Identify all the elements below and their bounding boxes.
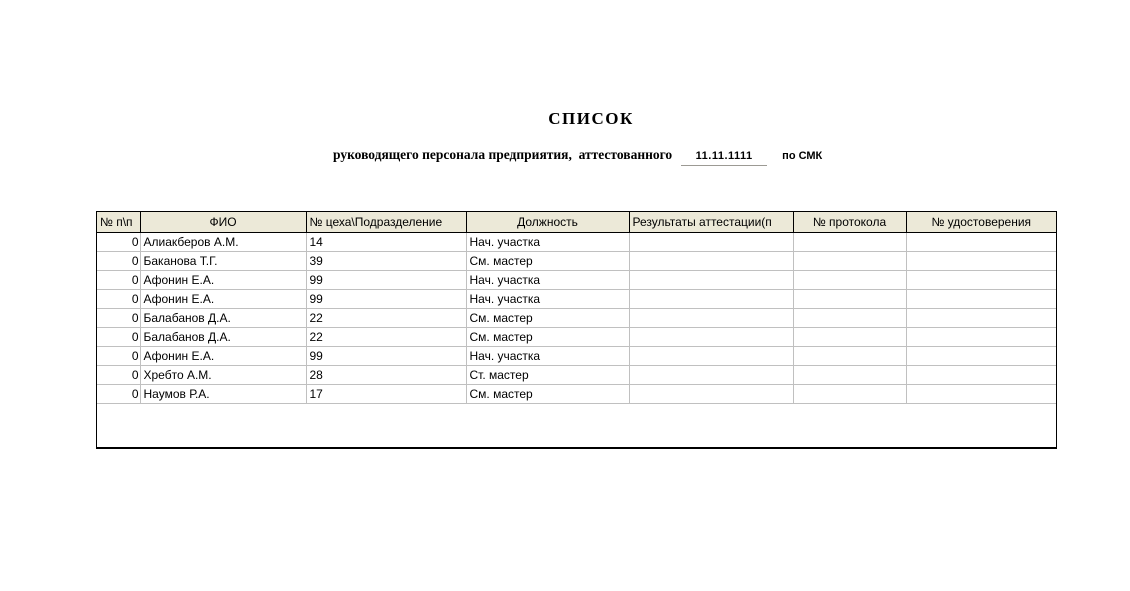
cell-dept: 17 bbox=[306, 385, 466, 404]
cell-result bbox=[629, 347, 793, 366]
cell-fio: Наумов Р.А. bbox=[140, 385, 306, 404]
cell-dept: 22 bbox=[306, 328, 466, 347]
cell-num: 0 bbox=[97, 366, 140, 385]
page-title: СПИСОК bbox=[548, 109, 634, 128]
cell-protocol bbox=[793, 290, 906, 309]
table-row bbox=[97, 366, 1056, 385]
column-header-position: Должность bbox=[466, 212, 629, 233]
cell-fio: Хребто А.М. bbox=[140, 366, 306, 385]
cell-result bbox=[629, 233, 793, 252]
column-header-protocol: № протокола bbox=[793, 212, 906, 233]
table-header bbox=[97, 212, 1056, 233]
cell-result bbox=[629, 366, 793, 385]
personnel-table-frame bbox=[96, 211, 1057, 449]
cell-dept: 99 bbox=[306, 290, 466, 309]
column-header-result: Результаты аттестации(п bbox=[629, 212, 793, 233]
table-row bbox=[97, 347, 1056, 366]
cell-certificate bbox=[906, 233, 1056, 252]
cell-dept: 14 bbox=[306, 233, 466, 252]
cell-dept: 99 bbox=[306, 271, 466, 290]
cell-certificate bbox=[906, 271, 1056, 290]
subtitle-suffix: по СМК bbox=[782, 150, 823, 162]
cell-fio: Афонин Е.А. bbox=[140, 290, 306, 309]
cell-dept: 99 bbox=[306, 347, 466, 366]
cell-protocol bbox=[793, 252, 906, 271]
table-row bbox=[97, 252, 1056, 271]
cell-num: 0 bbox=[97, 309, 140, 328]
cell-num: 0 bbox=[97, 252, 140, 271]
cell-result bbox=[629, 385, 793, 404]
subtitle-text: руководящего персонала предприятия, аттестованного bbox=[333, 147, 673, 162]
table-row bbox=[97, 271, 1056, 290]
cell-protocol bbox=[793, 347, 906, 366]
cell-fio: Балабанов Д.А. bbox=[140, 328, 306, 347]
cell-position: Нач. участка bbox=[466, 347, 629, 366]
cell-position: Нач. участка bbox=[466, 271, 629, 290]
cell-num: 0 bbox=[97, 271, 140, 290]
cell-fio: Баканова Т.Г. bbox=[140, 252, 306, 271]
column-header-fio: ФИО bbox=[140, 212, 306, 233]
cell-position: См. мастер bbox=[466, 309, 629, 328]
cell-certificate bbox=[906, 328, 1056, 347]
cell-result bbox=[629, 252, 793, 271]
cell-fio: Афонин Е.А. bbox=[140, 271, 306, 290]
cell-position: Нач. участка bbox=[466, 233, 629, 252]
cell-position: См. мастер bbox=[466, 328, 629, 347]
cell-result bbox=[629, 271, 793, 290]
cell-certificate bbox=[906, 347, 1056, 366]
table-body bbox=[97, 233, 1056, 404]
cell-certificate bbox=[906, 252, 1056, 271]
cell-result bbox=[629, 290, 793, 309]
column-header-certificate: № удостоверения bbox=[906, 212, 1056, 233]
cell-fio: Балабанов Д.А. bbox=[140, 309, 306, 328]
cell-protocol bbox=[793, 328, 906, 347]
cell-certificate bbox=[906, 290, 1056, 309]
cell-protocol bbox=[793, 366, 906, 385]
subtitle bbox=[333, 147, 822, 166]
cell-protocol bbox=[793, 385, 906, 404]
table-row bbox=[97, 328, 1056, 347]
cell-dept: 28 bbox=[306, 366, 466, 385]
certification-date-field: 11.11.1111 bbox=[681, 150, 767, 166]
cell-position: См. мастер bbox=[466, 252, 629, 271]
table-row bbox=[97, 233, 1056, 252]
column-header-dept: № цеха\Подразделение bbox=[306, 212, 466, 233]
cell-protocol bbox=[793, 271, 906, 290]
cell-fio: Алиакберов А.М. bbox=[140, 233, 306, 252]
cell-protocol bbox=[793, 309, 906, 328]
table-row bbox=[97, 290, 1056, 309]
cell-num: 0 bbox=[97, 290, 140, 309]
column-header-num: № п\п bbox=[97, 212, 140, 233]
table-row bbox=[97, 309, 1056, 328]
cell-dept: 39 bbox=[306, 252, 466, 271]
cell-num: 0 bbox=[97, 385, 140, 404]
cell-protocol bbox=[793, 233, 906, 252]
cell-dept: 22 bbox=[306, 309, 466, 328]
personnel-table bbox=[97, 212, 1056, 404]
table-row bbox=[97, 385, 1056, 404]
cell-position: Нач. участка bbox=[466, 290, 629, 309]
cell-num: 0 bbox=[97, 328, 140, 347]
cell-num: 0 bbox=[97, 347, 140, 366]
cell-certificate bbox=[906, 309, 1056, 328]
cell-fio: Афонин Е.А. bbox=[140, 347, 306, 366]
cell-position: См. мастер bbox=[466, 385, 629, 404]
header-row bbox=[97, 212, 1056, 233]
cell-position: Ст. мастер bbox=[466, 366, 629, 385]
cell-certificate bbox=[906, 385, 1056, 404]
cell-num: 0 bbox=[97, 233, 140, 252]
cell-result bbox=[629, 328, 793, 347]
cell-result bbox=[629, 309, 793, 328]
cell-certificate bbox=[906, 366, 1056, 385]
